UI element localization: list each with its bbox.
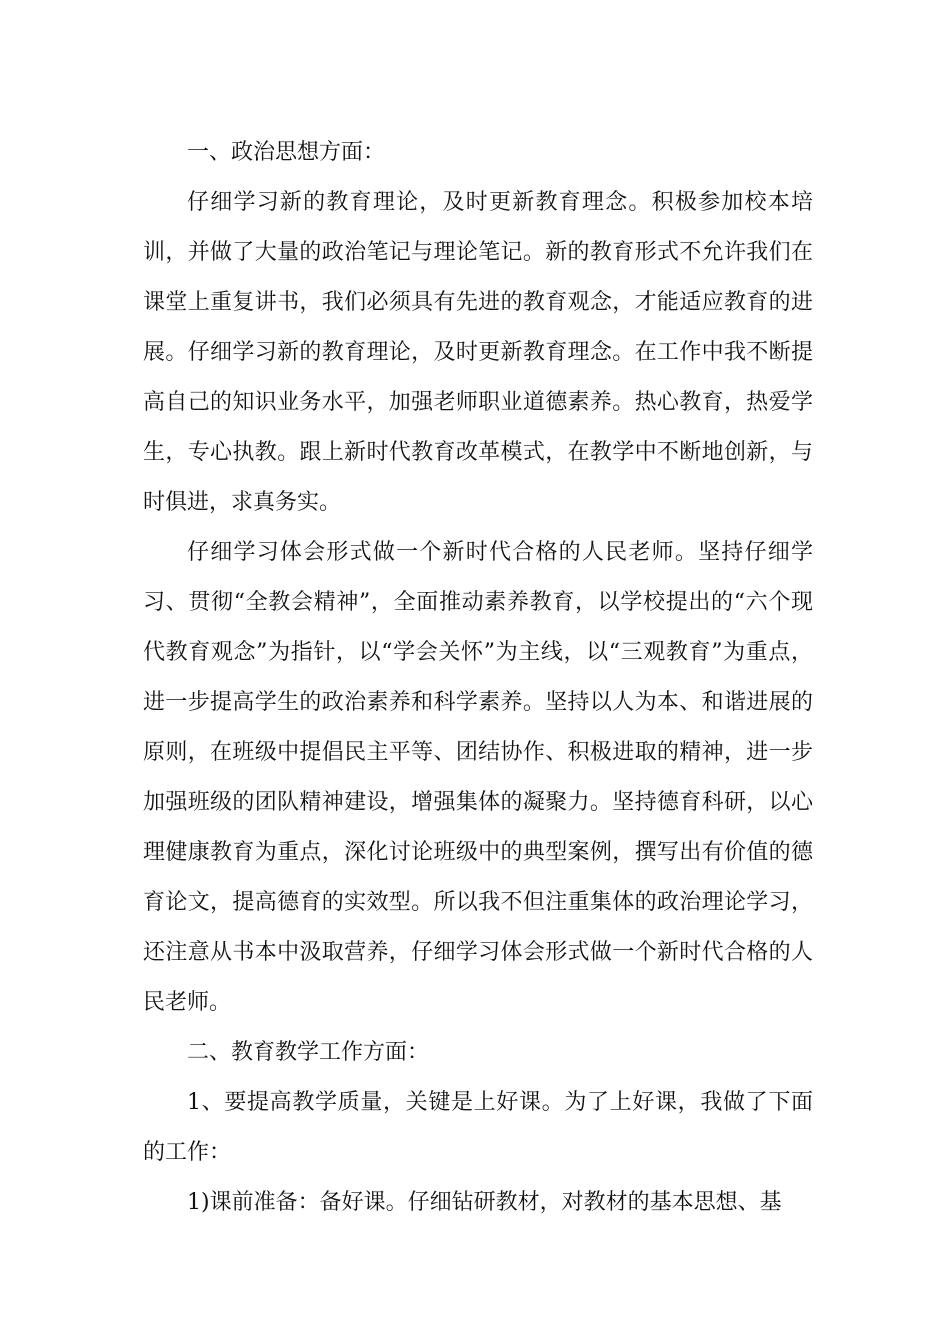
paragraph-qualified-teacher: 仔细学习体会形式做一个新时代合格的人民老师。坚持仔细学习、贯彻“全教会精神”，全面推动素养教育，以学校提出的“六个现代教育观念”为指针，以“学会关怀”为主线，以“三观教育”为重点，进一步提高学生的政治素养和科学素养。坚持以人为本、和谐进展的原则，在班级中提倡民主平等、团结协作、积极进取的精神，进一步加强班级的团队精神建设，增强集体的凝聚力。坚持德育科研，以心理健康教育为重点，深化讨论班级中的典型案例，撰写出有价值的德育论文，提高德育的实效型。所以我不但注重集体的政治理论学习，还注意从书本中汲取营养，仔细学习体会形式做一个新时代合格的人民老师。 — [143, 540, 813, 1015]
section-heading-teaching: 二、教育教学工作方面： — [187, 1040, 430, 1065]
paragraph-theory-study: 仔细学习新的教育理论，及时更新教育理念。积极参加校本培训，并做了大量的政治笔记与理论笔记。新的教育形式不允许我们在课堂上重复讲书，我们必须具有先进的教育观念，才能适应教育的进展。仔细学习新的教育理论，及时更新教育理念。在工作中我不断提高自己的知识业务水平，加强老师职业道德素养。热心教育，热爱学生，专心执教。跟上新时代教育改革模式，在教学中不断地创新，与时俱进，求真务实。 — [143, 190, 813, 515]
paragraph-teaching-quality: 1、要提高教学质量，关键是上好课。为了上好课，我做了下面的工作： — [143, 1090, 813, 1165]
document-body — [143, 128, 813, 1228]
section-heading-politics: 一、政治思想方面： — [187, 140, 386, 165]
paragraph-lesson-prep: 1)课前准备：备好课。仔细钻研教材，对教材的基本思想、基 — [187, 1190, 782, 1215]
